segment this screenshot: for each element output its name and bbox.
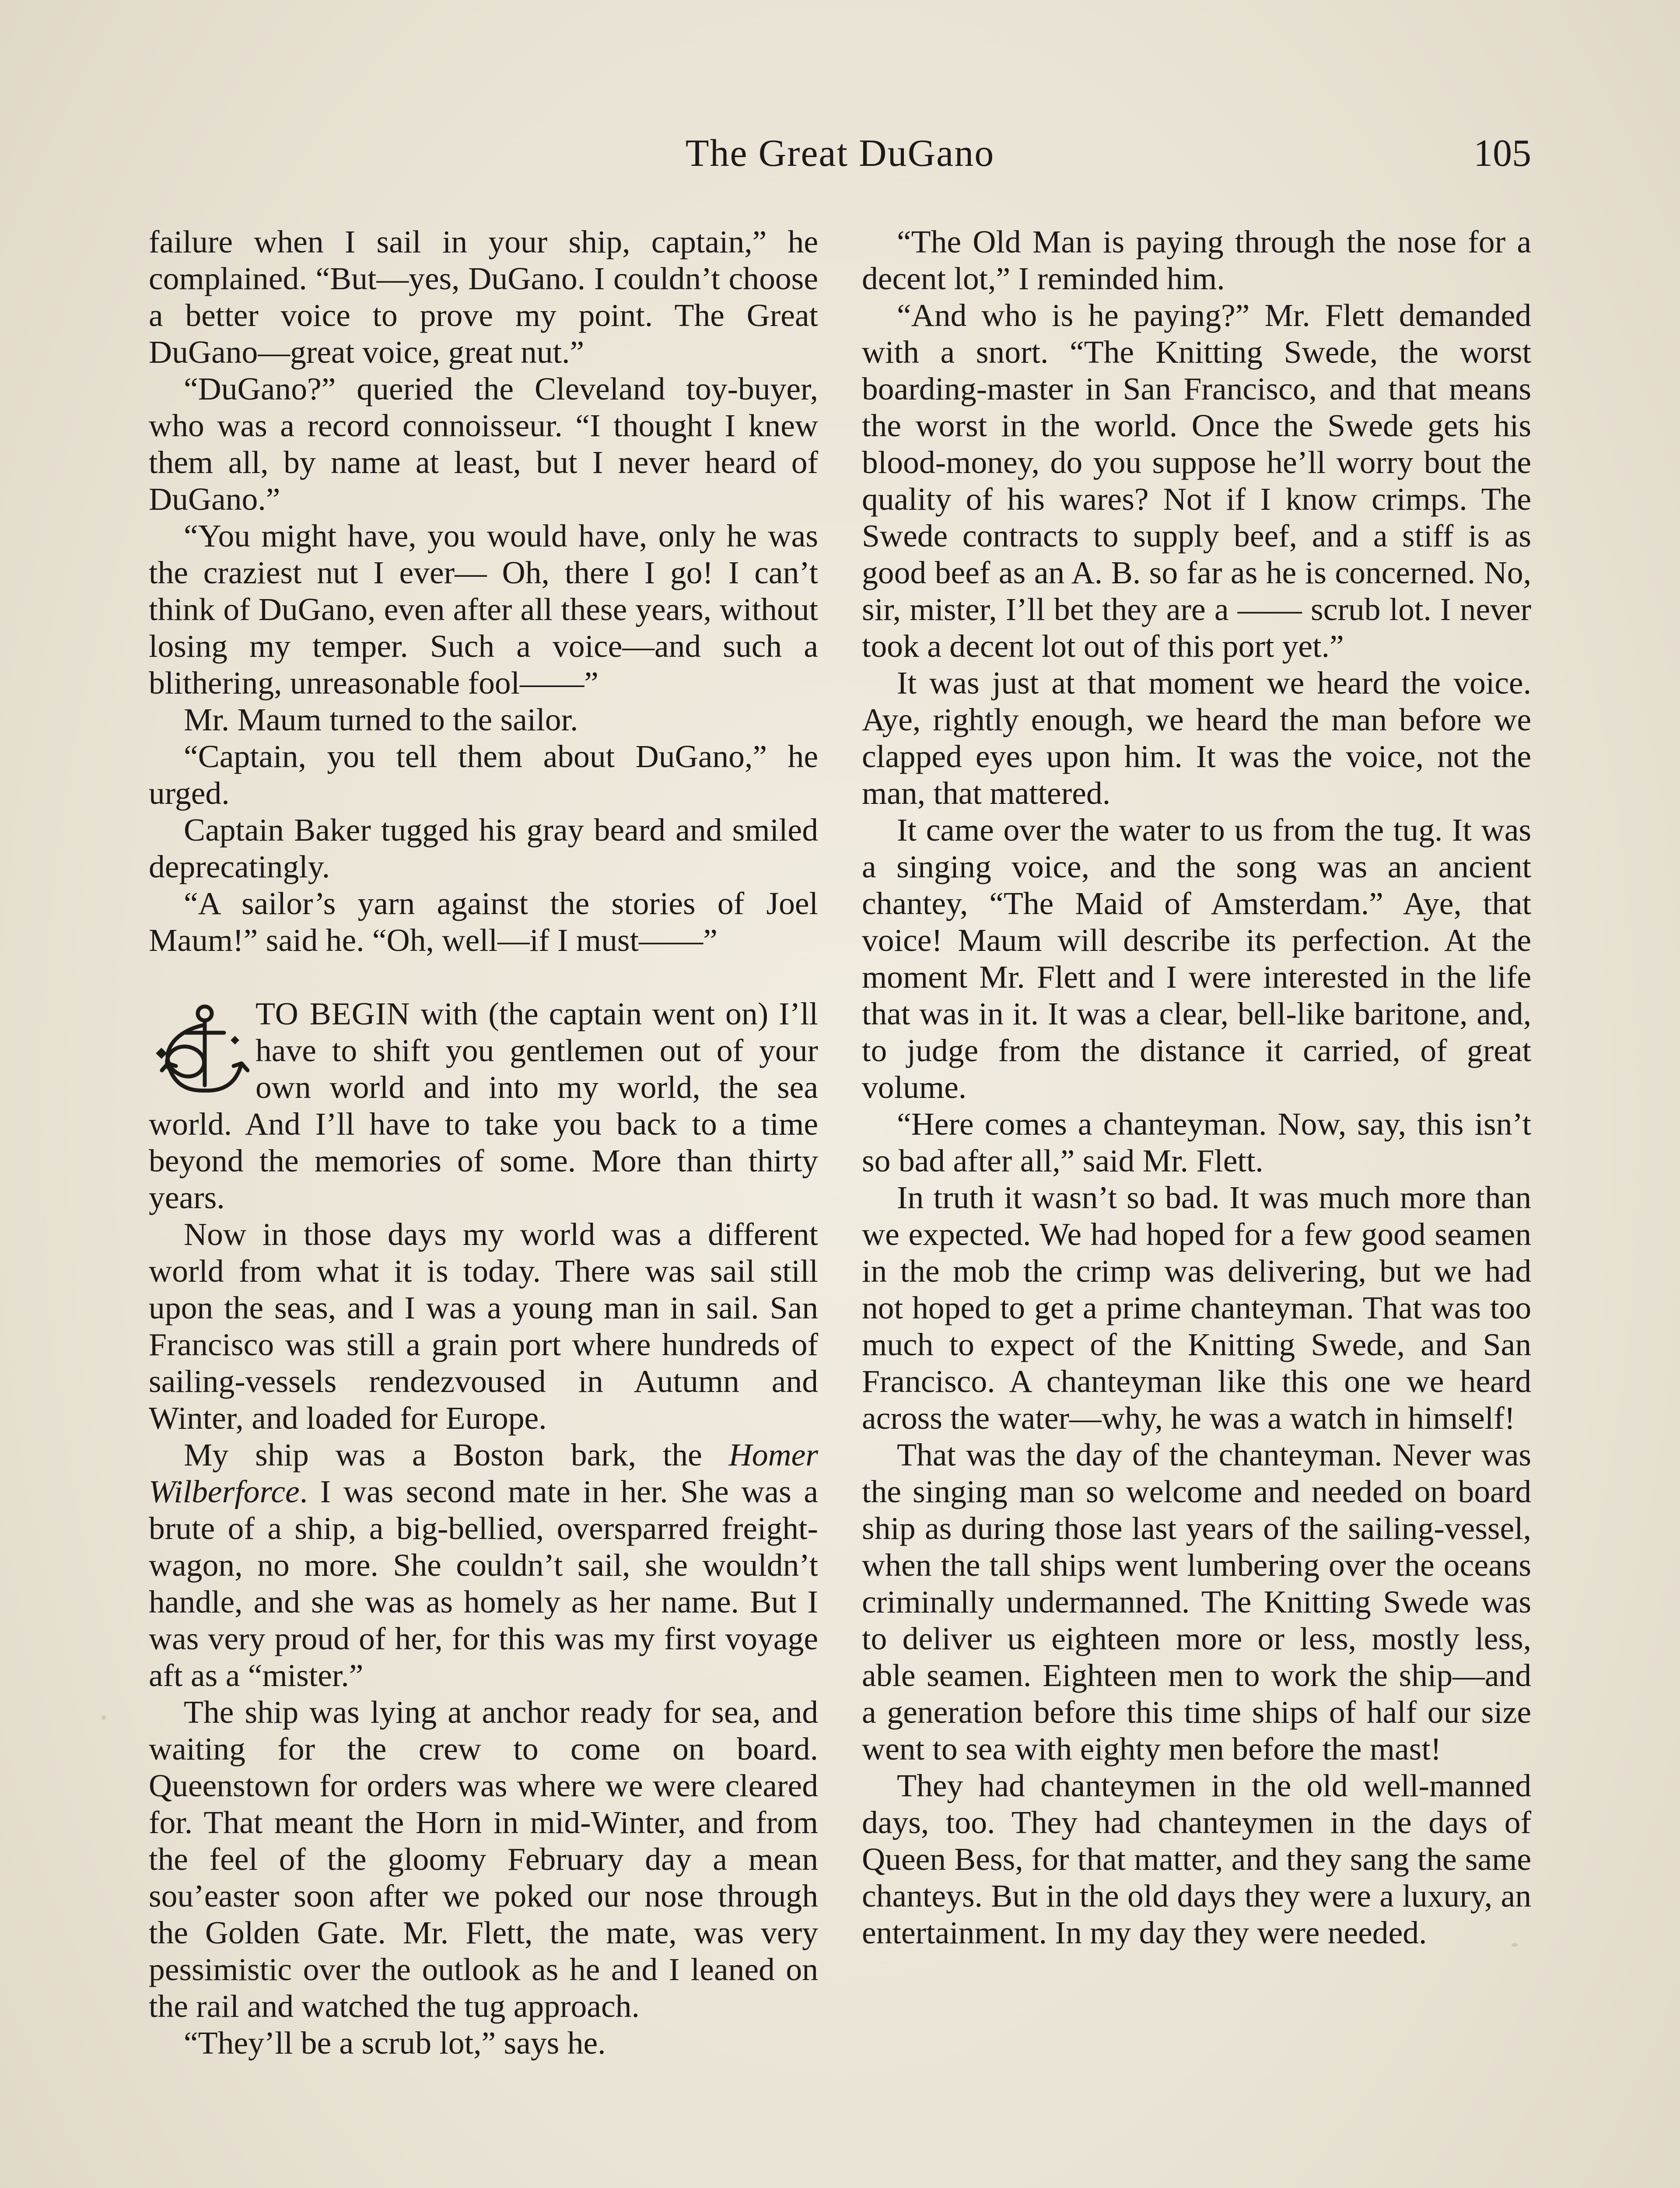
- paragraph: “The Old Man is paying through the nose for a decent lot,” I reminded him.: [862, 224, 1531, 296]
- left-column: [149, 223, 818, 2061]
- paragraph: “Captain, you tell them about DuGano,” he urged.: [149, 738, 818, 811]
- running-head: [149, 131, 1531, 184]
- paragraph: The ship was lying at anchor ready for sea, and waiting for the crew to come on board. Queenstown for orders was where we were cleared for. That meant the Horn in mid-Winter, and from the feel of the gloomy February day a mean sou’easter soon after we poked our nose through the Golden Gate. Mr. Flett, the mate, was very pessimistic over the outlook as he and I leaned on the rail and watched the tug approach.: [149, 1694, 818, 2024]
- paper-speck: [102, 1715, 106, 1720]
- paragraph: In truth it wasn’t so bad. It was much more than we expected. We had hoped for a few good seamen in the mob the crimp was delivering, but we had not hoped to get a prime chanteyman. That was too much to expect of the Knitting Swede, and San Francisco. A chanteyman like this one we heard across the water—why, he was a watch in himself!: [862, 1179, 1531, 1436]
- paragraph: “DuGano?” queried the Cleveland toy-buyer, who was a record connoisseur. “I thought I knew them all, by name at least, but I never heard of DuGano.”: [149, 371, 818, 517]
- right-column: [862, 223, 1531, 1951]
- paragraph: It came over the water to us from the tug. It was a singing voice, and the song was an ancient chantey, “The Maid of Amsterdam.” Aye, that voice! Maum will describe its perfection. At the moment Mr. Flett and I were interested in the life that was in it. It was a clear, bell-like baritone, and, to judge from the distance it carried, of great volume.: [862, 812, 1531, 1105]
- paragraph: “You might have, you would have, only he was the craziest nut I ever— Oh, there I go! I can’t think of DuGano, even after all these years, without losing my temper. Such a voice—and such a blithering, unreasonable fool——”: [149, 518, 818, 701]
- section-lead-in: TO BEGIN: [256, 996, 410, 1031]
- paragraph: Now in those days my world was a different world from what it is today. There was sail still upon the seas, and I was a young man in sail. San Francisco was still a grain port where hundreds of sailing-vessels rendezvoused in Autumn and Winter, and loaded for Europe.: [149, 1216, 818, 1436]
- paragraph: Captain Baker tugged his gray beard and smiled deprecatingly.: [149, 812, 818, 884]
- running-title: The Great DuGano: [685, 132, 995, 175]
- section-break: [149, 958, 818, 995]
- section-opening-text: with (the captain went on) I’ll have to shift you gentlemen out of your own world and into my world, the sea world. And I’ll have to take you back to a time beyond the memories of some. More than thirty years.: [149, 996, 818, 1215]
- paragraph: failure when I sail in your ship, captain,” he complained. “But—yes, DuGano. I couldn’t choose a better voice to prove my point. The Great DuGano—great voice, great nut.”: [149, 224, 818, 370]
- paragraph: It was just at that moment we heard the voice. Aye, rightly enough, we heard the man before we clapped eyes upon him. It was the voice, not the man, that mattered.: [862, 665, 1531, 811]
- section-opening-paragraph: [149, 995, 818, 1216]
- paragraph: [149, 1436, 818, 1694]
- paragraph: “And who is he paying?” Mr. Flett demanded with a snort. “The Knitting Swede, the worst boarding-master in San Francisco, and that means the worst in the world. Once the Swede gets his blood-money, do you suppose he’ll worry bout the quality of his wares? Not if I know crimps. The Swede contracts to supply beef, and a stiff is as good beef as an A. B. so far as he is concerned. No, sir, mister, I’ll bet they are a —— scrub lot. I never took a decent lot out of this port yet.”: [862, 297, 1531, 664]
- anchor-icon: [149, 998, 249, 1103]
- ship-paragraph-start: My ship was a Boston bark, the: [184, 1437, 729, 1473]
- ship-name: Homer Wilberforce: [149, 1437, 818, 1509]
- paragraph: “They’ll be a scrub lot,” says he.: [184, 2025, 606, 2061]
- ship-paragraph-end: . I was second mate in her. She was a brute of a ship, a big-bellied, oversparred freight-wagon, no more. She couldn’t sail, she wouldn’t handle, and she was as homely as her name. But I was very proud of her, for this was my first voyage aft as a “mister.”: [149, 1473, 818, 1693]
- paragraph: They had chanteymen in the old well-manned days, too. They had chanteymen in the days of Queen Bess, for that matter, and they sang the same chanteys. But in the old days they were a luxury, an entertainment. In my day they were needed.: [862, 1767, 1531, 1950]
- page-number: 105: [1474, 132, 1531, 175]
- paragraph: “A sailor’s yarn against the stories of Joel Maum!” said he. “Oh, well—if I must——”: [149, 885, 818, 958]
- paragraph: Mr. Maum turned to the sailor.: [184, 701, 578, 737]
- paragraph: “Here comes a chanteyman. Now, say, this isn’t so bad after all,” said Mr. Flett.: [862, 1106, 1531, 1178]
- paragraph: That was the day of the chanteyman. Never was the singing man so welcome and needed on board ship as during those last years of the sailing-vessel, when the tall ships went lumbering over the oceans criminally undermanned. The Knitting Swede was to deliver us eighteen more or less, mostly less, able seamen. Eighteen men to work the ship—and a generation before this time ships of half our size went to sea with eighty men before the mast!: [862, 1437, 1531, 1767]
- paper-speck: [1512, 1943, 1518, 1947]
